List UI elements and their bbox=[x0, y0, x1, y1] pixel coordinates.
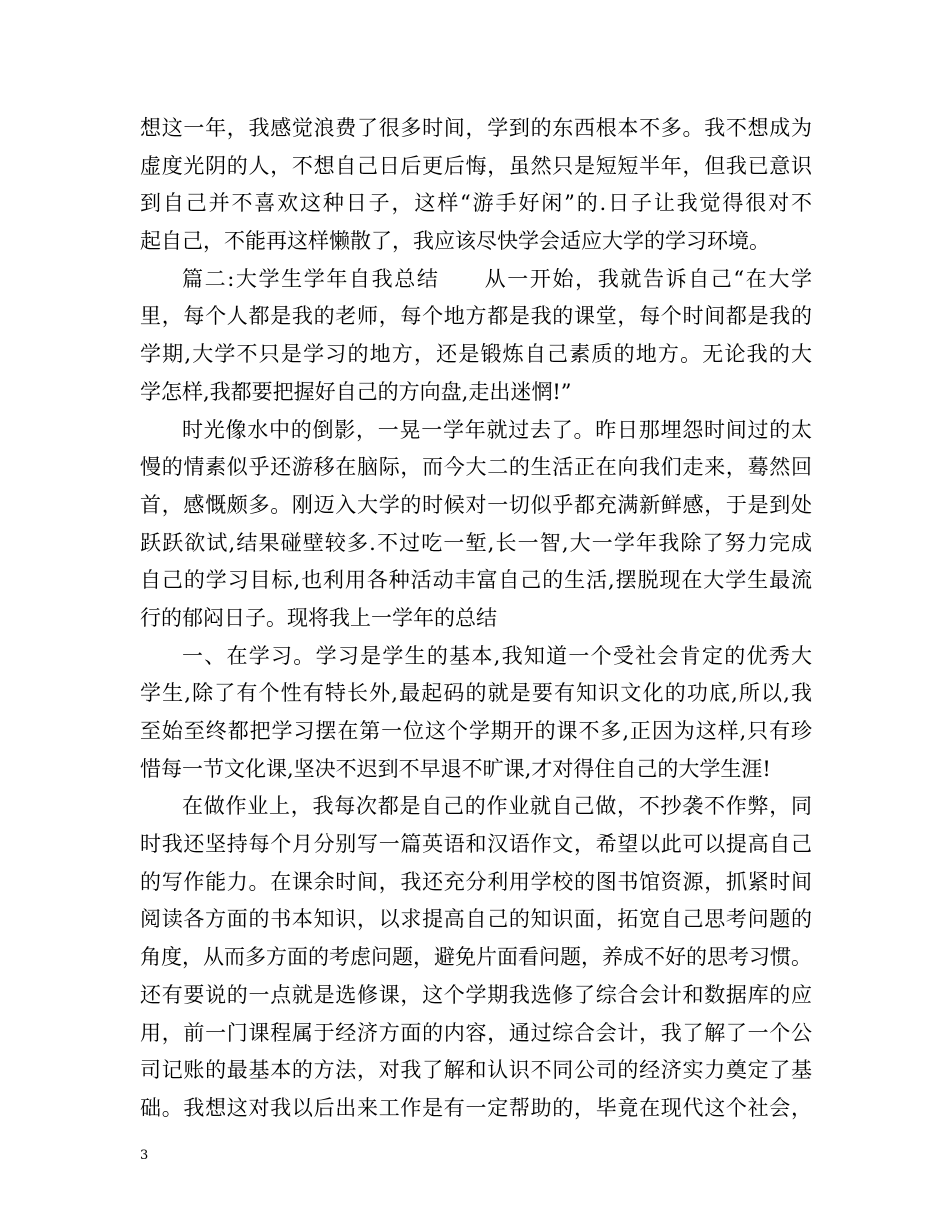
text-line: 行的郁闷日子。现将我上一学年的总结 bbox=[140, 605, 497, 630]
text-line: 虚度光阴的人，不想自己日后更后悔，虽然只是短短半年，但我已意识 bbox=[140, 153, 812, 178]
text-line: 学生,除了有个性有特长外,最起码的就是要有知识文化的功底,所以,我 bbox=[140, 681, 812, 706]
text-line: 础。我想这对我以后出来工作是有一定帮助的，毕竟在现代这个社会， bbox=[140, 1095, 812, 1120]
text-line: 自己的学习目标,也利用各种活动丰富自己的生活,摆脱现在大学生最流 bbox=[140, 568, 812, 593]
text-line: 司记账的最基本的方法，对我了解和认识不同公司的经济实力奠定了基 bbox=[140, 1058, 812, 1083]
text-line: 阅读各方面的书本知识，以求提高自己的知识面，拓宽自己思考问题的 bbox=[140, 907, 812, 932]
text-line: 在做作业上，我每次都是自己的作业就自己做，不抄袭不作弊，同 bbox=[182, 794, 812, 819]
text-line: 还有要说的一点就是选修课，这个学期我选修了综合会计和数据库的应 bbox=[140, 982, 812, 1007]
text-line: 慢的情素似乎还游移在脑际，而今大二的生活正在向我们走来，蓦然回 bbox=[140, 455, 812, 480]
document-body bbox=[140, 110, 812, 1128]
text-line: 一、在学习。学习是学生的基本,我知道一个受社会肯定的优秀大 bbox=[182, 643, 812, 668]
text-line: 学期,大学不只是学习的地方，还是锻炼自己素质的地方。无论我的大 bbox=[140, 342, 812, 367]
text-line: 篇二:大学生学年自我总结 从一开始，我就告诉自己“在大学 bbox=[182, 266, 812, 291]
text-line: 到自己并不喜欢这种日子，这样“游手好闲”的.日子让我觉得很对不 bbox=[140, 191, 812, 216]
text-line: 惜每一节文化课,坚决不迟到不早退不旷课,才对得住自己的大学生涯! bbox=[140, 756, 771, 781]
text-line: 用，前一门课程属于经济方面的内容，通过综合会计，我了解了一个公 bbox=[140, 1020, 812, 1045]
text-line: 的写作能力。在课余时间，我还充分利用学校的图书馆资源，抓紧时间 bbox=[140, 869, 812, 894]
text-line: 至始至终都把学习摆在第一位这个学期开的课不多,正因为这样,只有珍 bbox=[140, 719, 812, 743]
text-line: 想这一年，我感觉浪费了很多时间，学到的东西根本不多。我不想成为 bbox=[140, 116, 812, 140]
text-line: 首，感慨颇多。刚迈入大学的时候对一切似乎都充满新鲜感，于是到处 bbox=[140, 492, 812, 517]
page-number: 3 bbox=[140, 1148, 149, 1163]
text-line: 起自己，不能再这样懒散了，我应该尽快学会适应大学的学习环境。 bbox=[140, 229, 770, 254]
text-line: 跃跃欲试,结果碰壁较多.不过吃一堑,长一智,大一学年我除了努力完成 bbox=[140, 530, 812, 555]
text-line: 时光像水中的倒影，一晃一学年就过去了。昨日那埋怨时间过的太 bbox=[182, 417, 812, 442]
text-line: 时我还坚持每个月分别写一篇英语和汉语作文，希望以此可以提高自己 bbox=[140, 832, 812, 857]
text-line: 里，每个人都是我的老师，每个地方都是我的课堂，每个时间都是我的 bbox=[140, 304, 812, 329]
text-line: 学怎样,我都要把握好自己的方向盘,走出迷惘!” bbox=[140, 379, 572, 404]
text-line: 角度，从而多方面的考虑问题，避免片面看问题，养成不好的思考习惯。 bbox=[140, 945, 812, 970]
